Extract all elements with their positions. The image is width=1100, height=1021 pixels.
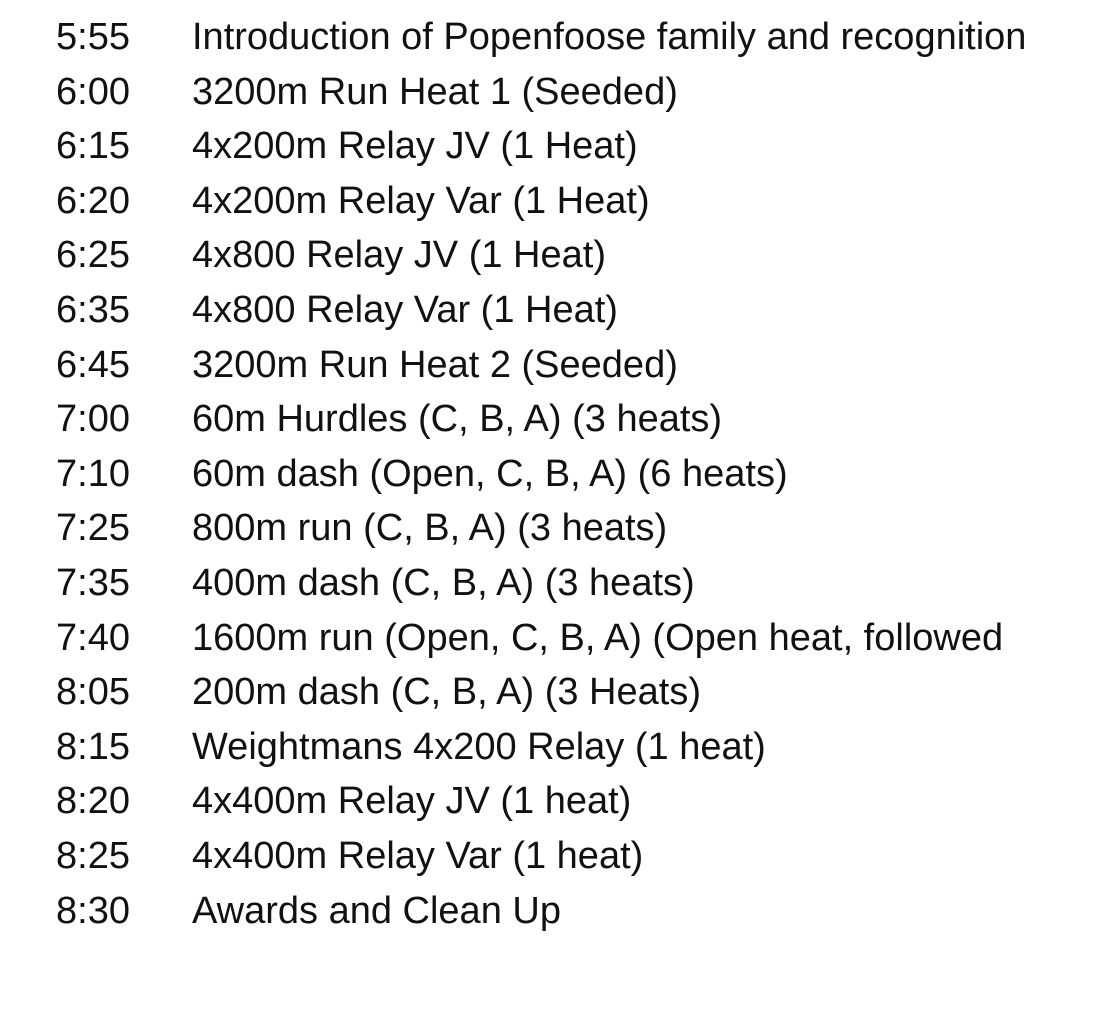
event-name: 3200m Run Heat 1 (Seeded) [192, 70, 678, 113]
event-name: 200m dash (C, B, A) (3 Heats) [192, 671, 701, 714]
schedule-row [0, 392, 1100, 447]
event-name: 4x200m Relay Var (1 Heat) [192, 179, 650, 222]
schedule-row [0, 174, 1100, 229]
event-time: 7:35 [56, 561, 130, 604]
event-name: Introduction of Popenfoose family and recognition [192, 16, 1027, 58]
event-name: 60m Hurdles (C, B, A) (3 heats) [192, 398, 723, 441]
event-name: 3200m Run Heat 2 (Seeded) [192, 343, 678, 386]
event-name: Weightmans 4x200 Relay (1 heat) [192, 725, 766, 768]
event-time: 7:10 [56, 452, 130, 495]
event-time: 7:00 [56, 398, 130, 441]
schedule-row [0, 884, 1100, 939]
event-time: 6:35 [56, 288, 130, 331]
schedule-row [0, 65, 1100, 120]
schedule-row [0, 119, 1100, 174]
event-time: 8:20 [56, 780, 130, 823]
schedule-row [0, 10, 1100, 65]
event-name: 60m dash (Open, C, B, A) (6 heats) [192, 452, 788, 495]
schedule-row [0, 228, 1100, 283]
event-name: 1600m run (Open, C, B, A) (Open heat, followed [192, 616, 1004, 659]
event-time: 7:25 [56, 507, 130, 550]
event-time: 6:25 [56, 234, 130, 277]
schedule-row [0, 720, 1100, 775]
schedule-row [0, 611, 1100, 666]
event-name: 800m run (C, B, A) (3 heats) [192, 507, 668, 550]
schedule-row [0, 283, 1100, 338]
event-name: 4x400m Relay Var (1 heat) [192, 834, 644, 877]
schedule-row [0, 556, 1100, 611]
event-name: 400m dash (C, B, A) (3 heats) [192, 561, 695, 604]
event-name: Awards and Clean Up [192, 889, 561, 932]
event-name: 4x800 Relay Var (1 Heat) [192, 288, 618, 331]
event-time: 7:40 [56, 616, 130, 659]
schedule-row [0, 774, 1100, 829]
schedule-row [0, 447, 1100, 502]
event-time: 8:05 [56, 671, 130, 714]
schedule-row [0, 665, 1100, 720]
event-time: 8:30 [56, 889, 130, 932]
event-name: 4x800 Relay JV (1 Heat) [192, 234, 606, 277]
event-time: 6:20 [56, 179, 130, 222]
schedule-row [0, 829, 1100, 884]
event-time: 5:55 [56, 16, 130, 58]
schedule-row [0, 338, 1100, 393]
schedule-row [0, 501, 1100, 556]
event-time: 8:15 [56, 725, 130, 768]
event-name: 4x200m Relay JV (1 Heat) [192, 125, 638, 168]
event-time: 6:45 [56, 343, 130, 386]
event-time: 6:15 [56, 125, 130, 168]
event-schedule [0, 10, 1100, 938]
event-time: 6:00 [56, 70, 130, 113]
event-name: 4x400m Relay JV (1 heat) [192, 780, 632, 823]
event-time: 8:25 [56, 834, 130, 877]
